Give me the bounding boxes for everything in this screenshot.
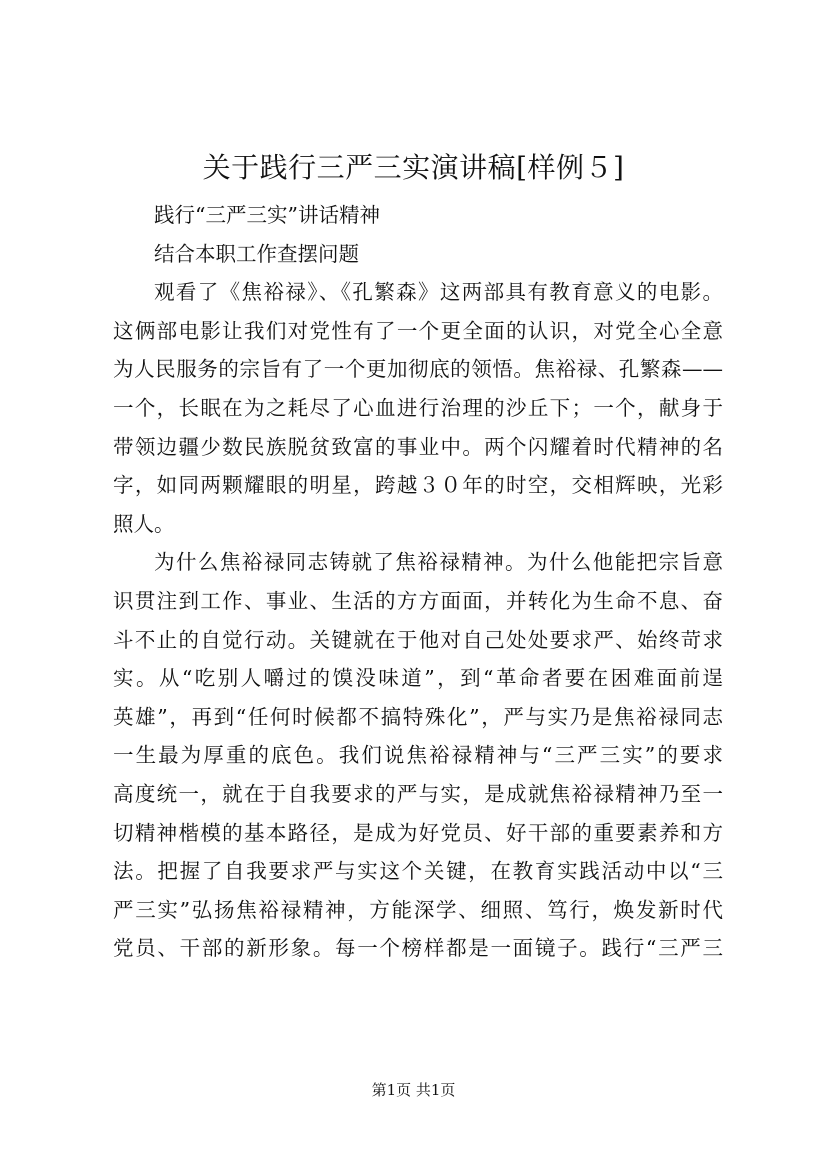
paragraph-line: 一个，长眠在为之耗尽了心血进行治理的沙丘下；一个，献身于	[113, 395, 723, 420]
paragraph-line: 为人民服务的宗旨有了一个更加彻底的领悟。焦裕禄、孔繁森——	[113, 357, 723, 382]
document-body	[113, 196, 723, 968]
paragraph-line: 字，如同两颗耀眼的明星，跨越３０年的时空，交相辉映，光彩	[113, 473, 723, 498]
subheading-speech-spirit: 践行“三严三实”讲话精神	[154, 203, 380, 227]
paragraph-line: 严三实”弘扬焦裕禄精神，方能深学、细照、笃行，焕发新时代	[113, 897, 723, 922]
paragraph-line: 法。把握了自我要求严与实这个关键，在教育实践活动中以“三	[113, 859, 723, 884]
paragraph-line: 高度统一，就在于自我要求的严与实，是成就焦裕禄精神乃至一	[113, 781, 723, 806]
paragraph-films	[113, 273, 723, 543]
paragraph-line: 实。从“吃别人嚼过的馍没味道”，到“革命者要在困难面前逞	[113, 666, 723, 691]
paragraph-line: 英雄”，再到“任何时候都不搞特殊化”，严与实乃是焦裕禄同志	[113, 704, 723, 729]
subheading-check-problems: 结合本职工作查摆问题	[154, 241, 359, 266]
paragraph-line: 斗不止的自觉行动。关键就在于他对自己处处要求严、始终苛求	[113, 627, 723, 652]
paragraph-line: 照人。	[113, 511, 175, 536]
document-title: 关于践行三严三实演讲稿[样例５]	[202, 151, 625, 184]
paragraph-line: 这俩部电影让我们对党性有了一个更全面的认识，对党全心全意	[113, 318, 723, 343]
paragraph-jiao-yulu	[113, 543, 723, 968]
paragraph-line: 带领边疆少数民族脱贫致富的事业中。两个闪耀着时代精神的名	[113, 434, 723, 459]
paragraph-line: 观看了《焦裕禄》、《孔繁森》这两部具有教育意义的电影。	[154, 280, 723, 305]
paragraph-line: 一生最为厚重的底色。我们说焦裕禄精神与“三严三实”的要求	[113, 743, 723, 768]
paragraph-line: 为什么焦裕禄同志铸就了焦裕禄精神。为什么他能把宗旨意	[154, 550, 723, 575]
paragraph-line: 识贯注到工作、事业、生活的方方面面，并转化为生命不息、奋	[113, 588, 723, 613]
paragraph-line: 党员、干部的新形象。每一个榜样都是一面镜子。践行“三严三	[113, 936, 723, 961]
page-footer: 第1页 共1页	[371, 1081, 456, 1099]
paragraph-line: 切精神楷模的基本路径，是成为好党员、好干部的重要素养和方	[113, 820, 723, 845]
